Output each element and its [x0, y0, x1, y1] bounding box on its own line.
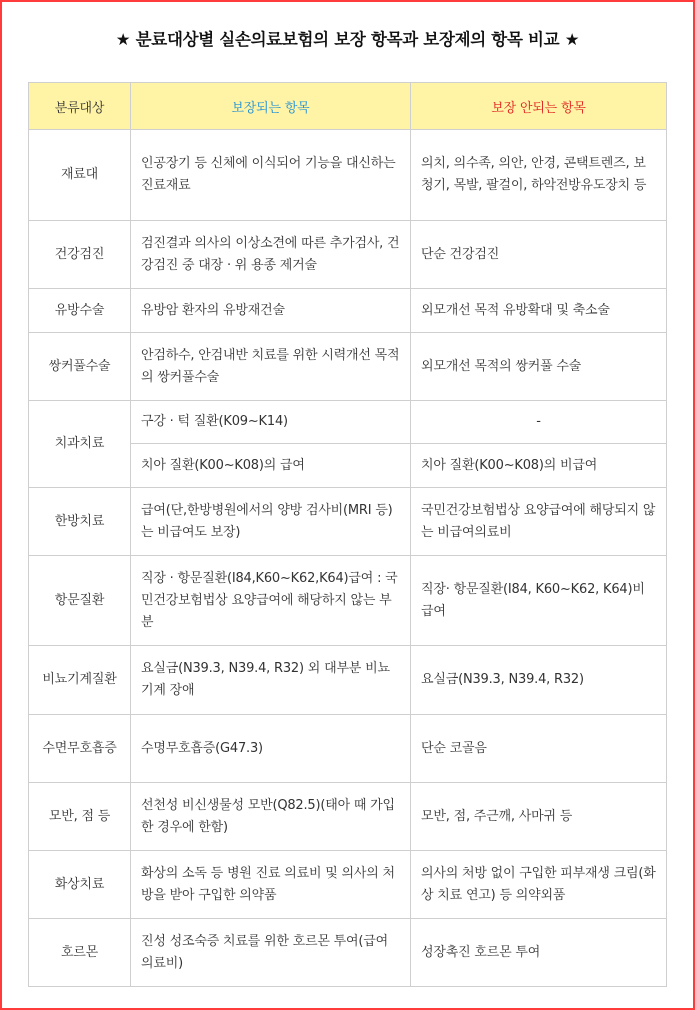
- row-category: 비뇨기계질환: [29, 646, 131, 715]
- row-category: 쌍커풀수술: [29, 333, 131, 401]
- page-title: ★ 분료대상별 실손의료보험의 보장 항목과 보장제의 항목 비교 ★: [115, 30, 580, 49]
- header-not-covered: 보장 안되는 항목: [411, 83, 667, 130]
- row-category: 치과치료: [29, 401, 131, 488]
- row-covered: 요실금(N39.3, N39.4, R32) 외 대부분 비뇨기계 장애: [131, 646, 411, 715]
- row-not-covered: 치아 질환(K00~K08)의 비급여: [411, 444, 667, 488]
- row-category: 화상치료: [29, 851, 131, 919]
- row-category: 유방수술: [29, 289, 131, 333]
- table-row: [29, 783, 667, 851]
- row-category: 모반, 점 등: [29, 783, 131, 851]
- row-category: 수면무호흡증: [29, 715, 131, 783]
- row-covered: 검진결과 의사의 이상소견에 따른 추가검사, 건강검진 중 대장 · 위 용종 제거술: [131, 221, 411, 289]
- table-row: [29, 919, 667, 987]
- table-row: [29, 556, 667, 646]
- table-row: [29, 333, 667, 401]
- row-not-covered: 성장촉진 호르몬 투여: [411, 919, 667, 987]
- table-header-row: [29, 83, 667, 130]
- table-row: [29, 646, 667, 715]
- row-not-covered: 요실금(N39.3, N39.4, R32): [411, 646, 667, 715]
- row-category: 한방치료: [29, 488, 131, 556]
- row-not-covered: 직장· 항문질환(I84, K60~K62, K64)비급여: [411, 556, 667, 646]
- row-covered: 치아 질환(K00~K08)의 급여: [131, 444, 411, 488]
- table-row: [29, 401, 667, 444]
- row-not-covered: 외모개선 목적 유방확대 및 축소술: [411, 289, 667, 333]
- row-covered: 진성 성조숙증 치료를 위한 호르몬 투여(급여의료비): [131, 919, 411, 987]
- row-not-covered: 모반, 점, 주근깨, 사마귀 등: [411, 783, 667, 851]
- row-covered: 인공장기 등 신체에 이식되어 기능을 대신하는 진료재료: [131, 130, 411, 221]
- comparison-table: [28, 82, 667, 987]
- row-covered: 선천성 비신생물성 모반(Q82.5)(태아 때 가입한 경우에 한함): [131, 783, 411, 851]
- row-covered: 화상의 소독 등 병원 진료 의료비 및 의사의 처방을 받아 구입한 의약품: [131, 851, 411, 919]
- row-covered: 직장 · 항문질환(I84,K60~K62,K64)급여 : 국민건강보험법상 요양급여에 해당하지 않는 부분: [131, 556, 411, 646]
- row-covered: 유방암 환자의 유방재건술: [131, 289, 411, 333]
- row-not-covered: -: [411, 401, 667, 444]
- row-not-covered: 의치, 의수족, 의안, 안경, 콘택트렌즈, 보청기, 목발, 팔걸이, 하악전방유도장치 등: [411, 130, 667, 221]
- table-row: [29, 130, 667, 221]
- table-row: [29, 221, 667, 289]
- row-category: 항문질환: [29, 556, 131, 646]
- table-row: [29, 715, 667, 783]
- row-not-covered: 의사의 처방 없이 구입한 피부재생 크림(화상 치료 연고) 등 의약외품: [411, 851, 667, 919]
- row-not-covered: 단순 건강검진: [411, 221, 667, 289]
- row-category: 재료대: [29, 130, 131, 221]
- table-row: [29, 851, 667, 919]
- table-row: [29, 289, 667, 333]
- row-category: 건강검진: [29, 221, 131, 289]
- row-covered: 수명무호흡증(G47.3): [131, 715, 411, 783]
- header-covered: 보장되는 항목: [131, 83, 411, 130]
- row-not-covered: 외모개선 목적의 쌍커풀 수술: [411, 333, 667, 401]
- row-category: 호르몬: [29, 919, 131, 987]
- table-row: [29, 488, 667, 556]
- row-not-covered: 국민건강보험법상 요양급여에 해당되지 않는 비급여의료비: [411, 488, 667, 556]
- row-not-covered: 단순 코골음: [411, 715, 667, 783]
- row-covered: 안검하수, 안검내반 치료를 위한 시력개선 목적의 쌍커풀수술: [131, 333, 411, 401]
- row-covered: 구강 · 턱 질환(K09~K14): [131, 401, 411, 444]
- header-category: 분류대상: [29, 83, 131, 130]
- row-covered: 급여(단,한방병원에서의 양방 검사비(MRI 등)는 비급여도 보장): [131, 488, 411, 556]
